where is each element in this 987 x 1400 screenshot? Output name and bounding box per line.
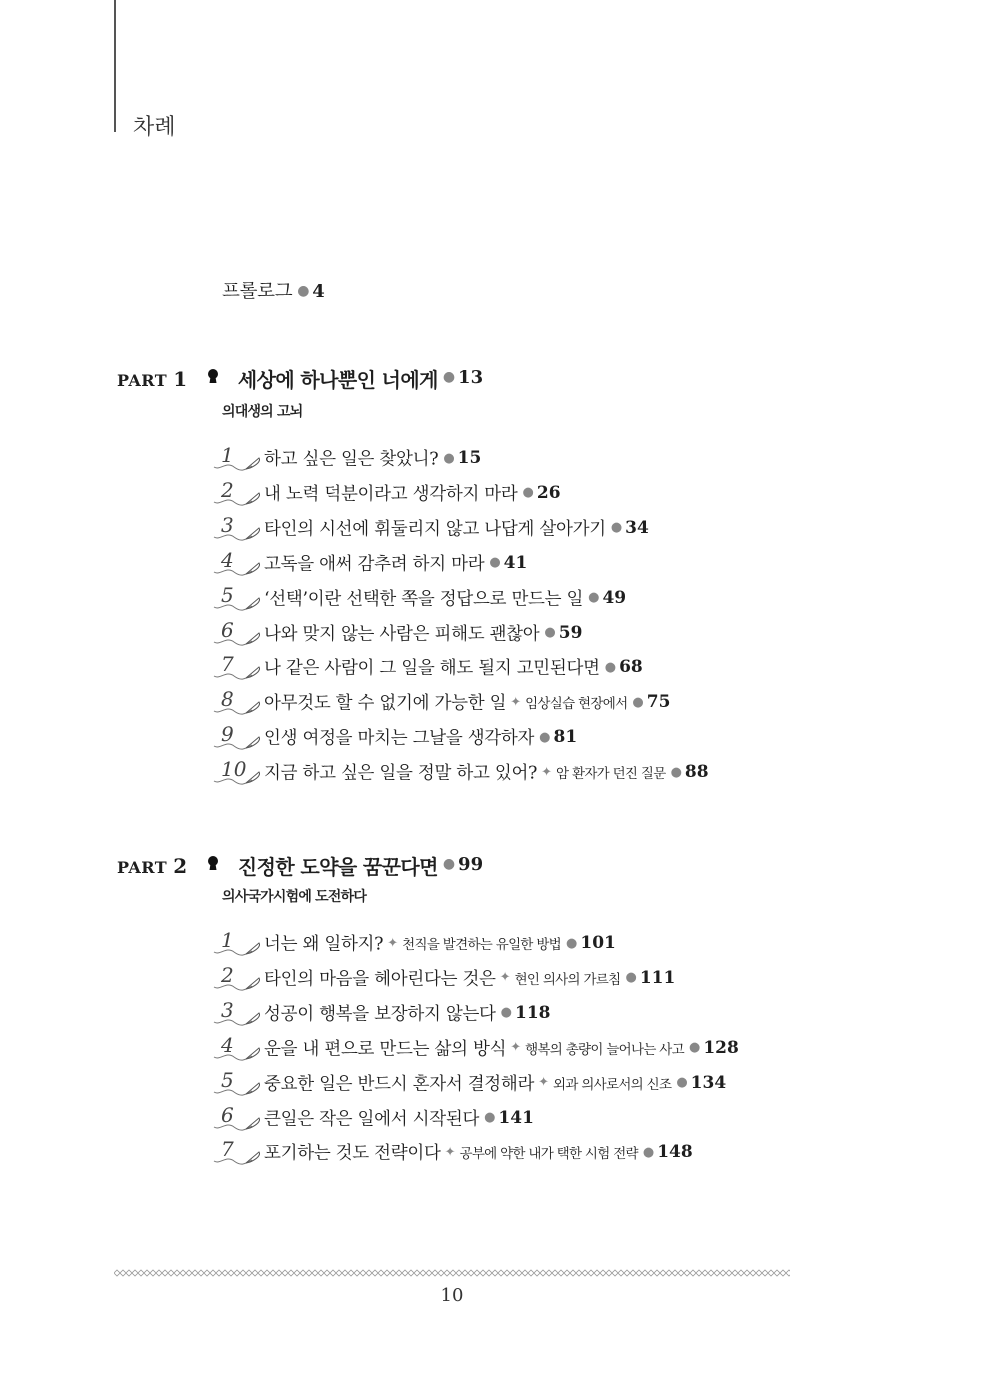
- toc-item: [212, 478, 561, 508]
- chapter-number-ornament: [212, 1033, 264, 1063]
- quill-icon: [212, 1080, 264, 1098]
- bullet-dot: ●: [539, 729, 551, 745]
- chapter-number: 6: [221, 617, 234, 642]
- bullet-dot: ●: [500, 1005, 512, 1021]
- bullet-dot: ●: [489, 555, 501, 571]
- bullet-dot: ●: [522, 485, 534, 501]
- separator-icon: ✦: [444, 1144, 456, 1160]
- chapter-number: 7: [221, 1137, 234, 1162]
- toc-item: [212, 928, 616, 958]
- chapter-number: 7: [221, 652, 234, 677]
- quill-icon: [212, 975, 264, 993]
- chapter-page: 118: [515, 1002, 551, 1023]
- toc-item: [212, 618, 582, 648]
- chapter-number: 1: [221, 928, 234, 952]
- chapter-number-ornament: [212, 963, 264, 993]
- chapter-title: 인생 여정을 마치는 그날을 생각하자: [264, 728, 535, 749]
- bullet-dot: ●: [544, 625, 556, 640]
- chapter-title: 운을 내 편으로 만드는 삶의 방식: [264, 1039, 507, 1060]
- chapter-number: 1: [221, 443, 234, 467]
- separator-icon: ✦: [538, 1075, 550, 1091]
- quill-icon: [212, 595, 264, 613]
- part-1-heading: [117, 364, 483, 393]
- chapter-number-ornament: [212, 687, 264, 717]
- chapter-page: 148: [657, 1142, 693, 1163]
- chapter-number-ornament: [212, 478, 264, 508]
- chapter-number: 9: [221, 722, 234, 747]
- chapter-number: 4: [221, 547, 234, 572]
- bullet-dot: ●: [688, 1040, 701, 1056]
- part-subtitle: 의대생의 고뇌: [222, 404, 303, 420]
- bullet-dot: ●: [484, 1110, 496, 1125]
- bullet-dot: ●: [588, 590, 600, 606]
- chapter-title: 지금 하고 싶은 일을 정말 하고 있어?: [264, 763, 538, 784]
- chapter-title: 아무것도 할 수 없기에 가능한 일: [264, 693, 507, 714]
- chapter-number: 6: [221, 1102, 234, 1127]
- toc-item: [212, 1068, 726, 1098]
- chapter-subtitle: 임상실습 현장에서: [525, 696, 628, 713]
- toc-item: [212, 1137, 693, 1167]
- chapter-page: 41: [503, 552, 528, 573]
- chapter-subtitle: 암 환자가 던진 질문: [556, 766, 666, 783]
- quill-icon: [212, 1115, 264, 1133]
- chapter-number: 10: [221, 757, 247, 782]
- chapter-number-ornament: [212, 583, 264, 613]
- chapter-number: 4: [221, 1032, 234, 1057]
- chapter-title: 하고 싶은 일은 찾았니?: [264, 449, 439, 470]
- chapter-subtitle: 현인 의사의 가르침: [514, 971, 621, 988]
- quill-icon: [212, 664, 264, 682]
- bullet-dot: ●: [642, 1144, 655, 1160]
- chapter-number-ornament: [212, 513, 264, 543]
- chapter-title: 포기하는 것도 전략이다: [264, 1143, 441, 1164]
- margin-rule: [114, 0, 116, 132]
- separator-icon: ✦: [510, 1040, 522, 1056]
- quill-icon: [212, 1010, 264, 1028]
- chapter-title: 나 같은 사람이 그 일을 해도 될지 고민된다면: [264, 658, 600, 679]
- chapter-title: 너는 왜 일하지?: [264, 934, 384, 955]
- toc-item: [212, 583, 626, 613]
- chapter-number: 5: [221, 582, 234, 607]
- chapter-subtitle: 행복의 총량이 늘어나는 사고: [525, 1041, 684, 1058]
- chapter-number-ornament: [212, 722, 264, 752]
- chapter-page: 134: [690, 1072, 727, 1093]
- chapter-title: 내 노력 덕분이라고 생각하지 마라: [264, 484, 518, 505]
- chapter-title: 고독을 애써 감추려 하지 마라: [264, 554, 485, 575]
- chapter-page: 101: [580, 933, 616, 953]
- chapter-page: 141: [498, 1107, 534, 1128]
- quill-icon: [212, 525, 264, 543]
- part-title: 진정한 도약을 꿈꾼다면: [237, 855, 438, 879]
- quill-icon: [212, 1045, 264, 1063]
- chapter-number-ornament: [212, 1068, 264, 1098]
- prologue-entry: [222, 277, 324, 303]
- chapter-number-ornament: [212, 443, 264, 473]
- toc-item: [212, 652, 643, 682]
- quill-icon: [212, 560, 264, 578]
- separator-icon: ✦: [510, 694, 522, 710]
- page-number: 10: [440, 1285, 464, 1306]
- chapter-page: 26: [536, 482, 561, 503]
- chapter-number: 2: [221, 477, 234, 502]
- bullet-dot: ●: [625, 970, 637, 986]
- toc-item: [212, 443, 481, 473]
- toc-item: [212, 513, 649, 543]
- part-label: PART 1: [117, 366, 188, 391]
- bullet-dot: ●: [604, 659, 617, 675]
- chapter-title: 타인의 마음을 헤아린다는 것은: [264, 969, 496, 990]
- chapter-page: 49: [602, 587, 627, 608]
- keyhole-icon: [193, 856, 233, 875]
- quill-icon: [212, 455, 264, 473]
- bullet-dot: ●: [442, 856, 456, 872]
- chapter-number-ornament: [212, 757, 264, 787]
- quill-icon: [212, 630, 264, 648]
- quill-icon: [212, 769, 264, 787]
- chapter-number-ornament: [212, 1103, 264, 1133]
- bullet-dot: ●: [566, 935, 578, 951]
- toc-item: [212, 1033, 739, 1063]
- quill-icon: [212, 490, 264, 508]
- bullet-dot: ●: [442, 369, 456, 385]
- toc-item: [212, 1103, 534, 1133]
- chapter-page: 15: [457, 448, 482, 468]
- chapter-title: ‘선택’이란 선택한 쪽을 정답으로 만드는 일: [264, 589, 584, 610]
- bullet-dot: ●: [632, 694, 644, 710]
- toc-item: [212, 548, 527, 578]
- chapter-subtitle: 공부에 약한 내가 택한 시험 전략: [459, 1146, 638, 1163]
- toc-item: [212, 757, 709, 787]
- toc-item: [212, 998, 551, 1028]
- bullet-dot: ●: [443, 450, 455, 466]
- chapter-number-ornament: [212, 618, 264, 648]
- chapter-number: 5: [221, 1067, 234, 1092]
- quill-icon: [212, 734, 264, 752]
- bullet-dot: ●: [676, 1075, 688, 1091]
- chapter-subtitle: 천직을 발견하는 유일한 방법: [402, 937, 562, 953]
- toc-item: [212, 963, 675, 993]
- chapter-number-ornament: [212, 998, 264, 1028]
- keyhole-icon: [193, 369, 233, 388]
- chapter-number-ornament: [212, 1137, 264, 1167]
- separator-icon: ✦: [541, 764, 553, 780]
- chapter-page: 34: [625, 517, 649, 538]
- quill-icon: [212, 699, 264, 717]
- chapter-number-ornament: [212, 928, 264, 958]
- quill-icon: [212, 1149, 264, 1167]
- chapter-number: 8: [221, 687, 234, 712]
- part-page: 13: [458, 367, 484, 388]
- chapter-number: 3: [221, 512, 234, 537]
- part-title: 세상에 하나뿐인 너에게: [237, 368, 438, 392]
- chapter-number: 3: [221, 997, 234, 1022]
- chapter-page: 128: [703, 1037, 739, 1058]
- chapter-title: 중요한 일은 반드시 혼자서 결정해라: [264, 1074, 535, 1095]
- toc-item: [212, 722, 577, 752]
- footer-ornament-rule: [114, 1263, 790, 1282]
- chapter-page: 81: [553, 727, 578, 748]
- chapter-title: 나와 맞지 않는 사람은 피해도 괜찮아: [264, 624, 540, 644]
- chapter-title: 성공이 행복을 보장하지 않는다: [264, 1004, 496, 1025]
- chapter-page: 68: [619, 657, 643, 678]
- chapter-number-ornament: [212, 652, 264, 682]
- prologue-label: 프롤로그: [222, 281, 293, 302]
- prologue-page: 4: [312, 281, 325, 302]
- separator-icon: ✦: [387, 935, 399, 951]
- toc-item: [212, 687, 670, 717]
- part-page: 99: [458, 854, 484, 875]
- part-2-heading: [117, 851, 483, 880]
- chapter-subtitle: 외과 의사로서의 신조: [553, 1076, 672, 1093]
- chapter-number: 2: [221, 962, 234, 987]
- part-subtitle: 의사국가시험에 도전하다: [222, 889, 367, 905]
- quill-icon: [212, 940, 264, 958]
- chapter-page: 59: [558, 622, 583, 643]
- chapter-title: 타인의 시선에 휘둘리지 않고 나답게 살아가기: [264, 519, 606, 540]
- part-label: PART 2: [117, 853, 188, 878]
- chapter-page: 111: [639, 967, 676, 988]
- chapter-title: 큰일은 작은 일에서 시작된다: [264, 1109, 480, 1129]
- chapter-number-ornament: [212, 548, 264, 578]
- bullet-dot: ●: [297, 283, 310, 299]
- separator-icon: ✦: [499, 970, 511, 986]
- bullet-dot: ●: [610, 520, 623, 536]
- chapter-page: 75: [646, 692, 671, 713]
- chapter-page: 88: [684, 762, 709, 783]
- bullet-dot: ●: [670, 764, 682, 780]
- page-title: 차례: [133, 115, 176, 140]
